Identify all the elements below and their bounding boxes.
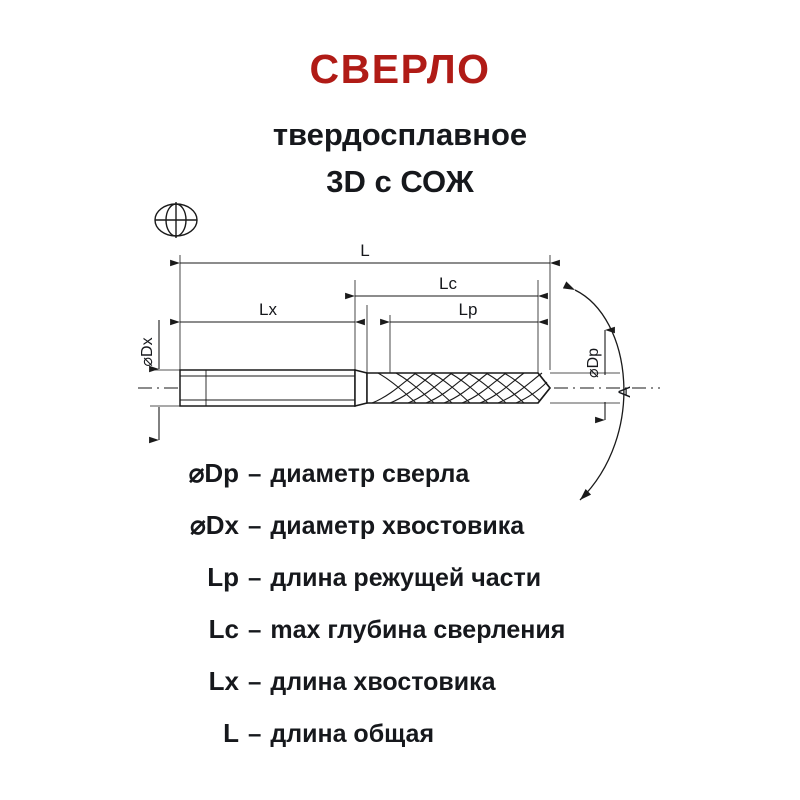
legend-symbol-dp: ⌀Dp <box>188 458 239 488</box>
dimension-label-L: L <box>360 241 370 260</box>
dimension-label-Dp: ⌀Dp <box>585 347 602 379</box>
legend-text-lp: длина режущей части <box>270 564 542 592</box>
legend-dash-dx: – <box>248 513 262 540</box>
legend-text-lx: длина хвостовика <box>270 668 496 696</box>
legend-item-lx <box>0 666 800 718</box>
page-subtitle-1: твердосплавное <box>272 117 528 152</box>
legend-item-l <box>0 718 800 770</box>
legend-dash-lc: – <box>248 617 262 644</box>
legend-text-dx: диаметр хвостовика <box>270 512 525 540</box>
dimension-Lp <box>390 315 538 373</box>
extension-lines <box>180 255 550 373</box>
projection-symbol-icon <box>155 202 197 238</box>
legend-symbol-lx: Lx <box>208 666 239 696</box>
drill-shank <box>180 370 355 406</box>
page-subtitle-2: 3D с СОЖ <box>326 164 474 199</box>
legend-text-dp: диаметр сверла <box>270 460 470 488</box>
legend-item-dp <box>0 458 800 510</box>
dimension-label-Dx: ⌀Dx <box>139 337 156 367</box>
legend-item-lc <box>0 614 800 666</box>
legend-item-lp <box>0 562 800 614</box>
legend-symbol-lp: Lp <box>207 562 239 592</box>
dimension-label-Lc: Lc <box>439 274 457 293</box>
legend-symbol-lc: Lc <box>208 614 239 644</box>
legend-symbol-l: L <box>223 718 239 748</box>
drill-neck <box>355 370 367 406</box>
legend-dash-lp: – <box>248 565 262 592</box>
page-title: СВЕРЛО <box>309 46 491 92</box>
legend-list <box>0 458 800 770</box>
legend-dash-dp: – <box>248 461 262 488</box>
legend-dash-l: – <box>248 721 262 748</box>
legend-item-dx <box>0 510 800 562</box>
legend-text-l: длина общая <box>270 720 435 748</box>
legend-symbol-dx: ⌀Dx <box>190 510 239 540</box>
dimension-label-A: A <box>615 386 634 398</box>
dimension-label-Lp: Lp <box>458 300 478 319</box>
dimension-label-Lx: Lx <box>259 300 277 319</box>
legend-text-lc: max глубина сверления <box>270 616 566 644</box>
legend-dash-lx: – <box>248 669 262 696</box>
